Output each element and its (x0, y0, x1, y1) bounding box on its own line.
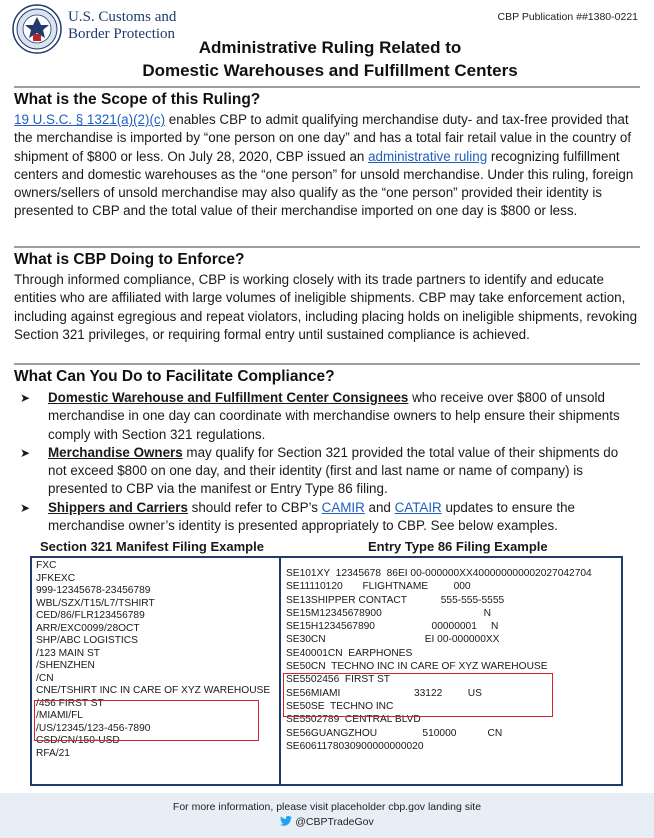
entry-line: SE56MIAMI 33122 US (286, 687, 482, 699)
arrow-bullet-icon: ➤ (20, 391, 31, 405)
manifest-line: SHP/ABC LOGISTICS (36, 635, 138, 646)
agency-line-1: U.S. Customs and (68, 9, 177, 25)
bullet-text: and (364, 499, 395, 515)
entry-line: SE56GUANGZHOU 510000 CN (286, 727, 503, 739)
entry-lines (286, 567, 618, 753)
statute-link[interactable]: 19 U.S.C. § 1321(a)(2)(c) (14, 112, 166, 127)
enforce-heading: What is CBP Doing to Enforce? (14, 251, 245, 268)
publication-number: CBP Publication ##1380-0221 (497, 11, 638, 23)
entry-line: SE11110120 FLIGHTNAME 000 (286, 581, 471, 593)
list-item (14, 499, 640, 536)
facilitate-list (14, 389, 640, 535)
manifest-line: RFA/21 (36, 747, 70, 759)
manifest-line: CNE/TSHIRT INC IN CARE OF XYZ WAREHOUSE (36, 685, 271, 696)
manifest-line: /456 FIRST ST (36, 697, 104, 709)
scope-paragraph (14, 111, 640, 221)
manifest-line: 999-12345678-23456789 (36, 585, 151, 596)
page-footer (0, 793, 654, 838)
bullet-text: who receive over $800 of unsold merchandise in one day can coordinate with merchandise owners to help ensure their shipments comply with Section 321 regulations. (48, 390, 620, 442)
footer-social (0, 816, 654, 828)
manifest-highlight-box (34, 700, 259, 741)
twitter-handle[interactable]: @CBPTradeGov (295, 816, 374, 828)
manifest-line: /MIAMI/FL (36, 710, 83, 721)
entry-example-heading: Entry Type 86 Filing Example (368, 539, 548, 554)
facilitate-heading: What Can You Do to Facilitate Compliance? (14, 368, 335, 385)
facilitate-section (14, 363, 640, 535)
arrow-bullet-icon: ➤ (20, 445, 31, 460)
scope-text-1: enables CBP to admit qualifying merchandise duty- and tax-free provided that the merchandise is imported by “one person on one day” and has a total fair retail value in the country of shipment of $800 or less. On July 28, 2020, CBP issued an (14, 112, 632, 164)
bullet-lead: Merchandise Owners (48, 444, 183, 460)
title-line-1: Administrative Ruling Related to (198, 38, 462, 57)
manifest-line: FXC (36, 560, 57, 571)
page-header (0, 0, 654, 84)
entry-line: SE13SHIPPER CONTACT 555-555-5555 (286, 594, 505, 606)
manifest-line: JFKEXC (36, 572, 76, 584)
entry-line: SE40001CN EARPHONES (286, 647, 413, 659)
entry-line: SE15M12345678900 N (286, 607, 491, 619)
manifest-line: CED/86/FLR123456789 (36, 610, 145, 621)
bullet-text: updates to ensure the merchandise owner’s identity is presented appropriately to CBP. See below examples. (48, 499, 575, 534)
manifest-line: WBL/SZX/T15/L7/TSHIRT (36, 597, 155, 609)
manifest-example-heading: Section 321 Manifest Filing Example (40, 539, 264, 554)
document-title (110, 36, 550, 82)
entry-line: SE5502789 CENTRAL BLVD (286, 714, 421, 726)
manifest-line: /US/12345/123-456-7890 (36, 722, 151, 734)
scope-heading: What is the Scope of this Ruling? (14, 91, 261, 108)
entry-line: SE6061178030900000000020 (286, 740, 424, 752)
list-item (14, 389, 640, 444)
bullet-lead: Domestic Warehouse and Fulfillment Center Consignees (48, 390, 409, 405)
agency-line-2: Border Protection (68, 26, 176, 42)
dhs-seal-logo (12, 4, 62, 54)
title-line-2: Domestic Warehouses and Fulfillment Centers (142, 61, 518, 80)
arrow-bullet-icon: ➤ (20, 500, 31, 515)
camir-link[interactable]: CAMIR (321, 499, 365, 515)
entry-line: SE50SE TECHNO INC (286, 700, 394, 712)
manifest-line: CSD/CN/150-USD (36, 735, 120, 746)
catair-link[interactable]: CATAIR (394, 499, 442, 515)
manifest-line: /123 MAIN ST (36, 647, 100, 659)
entry-line: SE15H1234567890 00000001 N (286, 621, 499, 633)
enforce-section (14, 246, 640, 344)
entry-line: SE5502456 FIRST ST (286, 674, 391, 686)
entry-line: SE30CN EI 00-000000XX (286, 634, 500, 646)
scope-section (14, 86, 640, 221)
bullet-text: should refer to CBP’s (187, 499, 322, 515)
list-item (14, 444, 640, 499)
entry-line: SE101XY 12345678 86EI 00-000000XX400000000002027042704 (286, 568, 592, 579)
scope-text-2: recognizing fulfillment centers and domestic warehouses as the “one person” for unsold merchandise. Under this ruling, foreign owners/sellers of unsold merchandise may also qualify as the “one person” provided their identity is presented to CBP and the total value of their merchandise imported on one day is $800 or less. (14, 148, 634, 219)
manifest-line: /SHENZHEN (36, 660, 95, 671)
manifest-line: /CN (36, 672, 54, 684)
footer-info: For more information, please visit placeholder cbp.gov landing site (172, 801, 482, 813)
enforce-paragraph: Through informed compliance, CBP is working closely with its trade partners to identify and educate entities who are affiliated with large volumes of ineligible shipments. CBP may take enforcement action, including against egregious and repeat violators, including placing holds on ineligible shipments, revoking Section 321 privileges, or requiring formal entry until sustained compliance is achieved. (14, 272, 638, 342)
bullet-text: may qualify for Section 321 provided the total value of their shipments do not exceed $800 on one day, and their identity (first and last name or name of company) is presented to CBP via the manifest or Entry Type 86 filing. (48, 444, 619, 497)
entry-highlight-box (283, 673, 553, 717)
bullet-lead: Shippers and Carriers (48, 499, 188, 515)
manifest-line: ARR/EXC0099/28OCT (36, 622, 140, 634)
administrative-ruling-link[interactable]: administrative ruling (368, 148, 488, 164)
entry-line: SE50CN TECHNO INC IN CARE OF XYZ WAREHOUSE (286, 661, 548, 673)
twitter-bird-icon (280, 816, 292, 826)
